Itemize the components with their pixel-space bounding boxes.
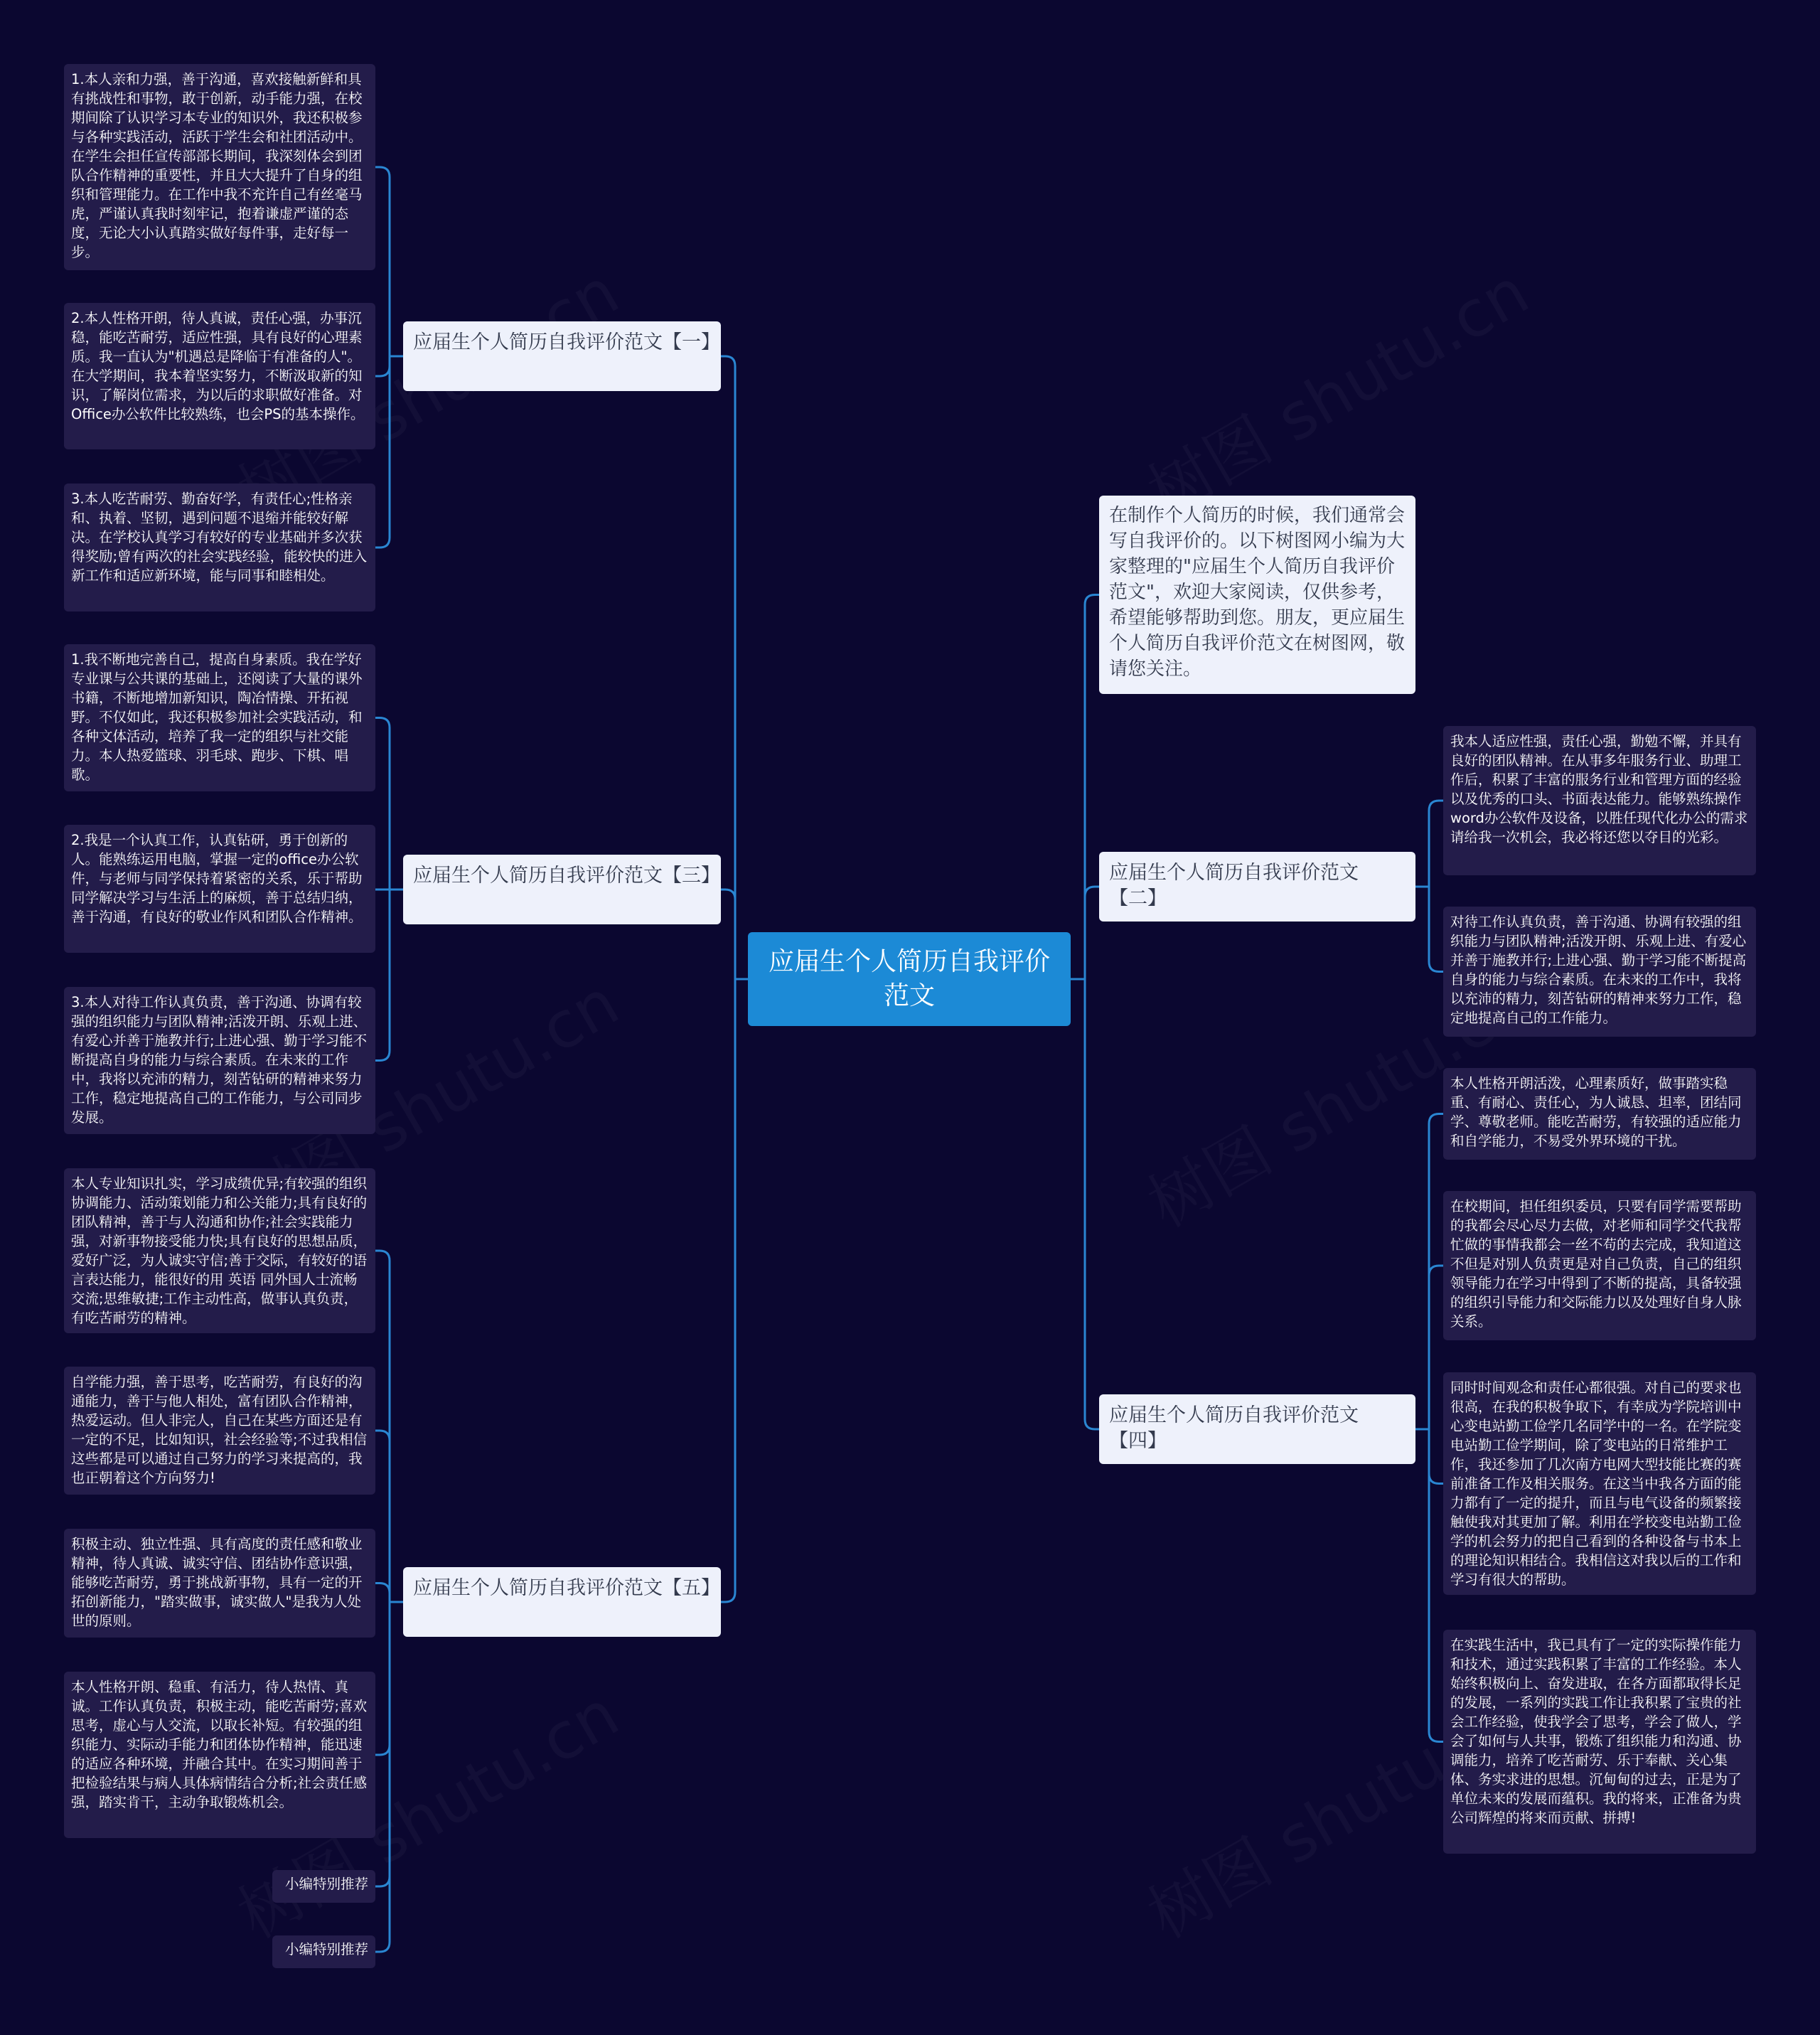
branch-1-label: 应届生个人简历自我评价范文【一】	[413, 331, 720, 353]
leaf-5-4[interactable]: 本人性格开朗、稳重、有活力，待人热情、真诚。工作认真负责，积极主动，能吃苦耐劳;喜欢思考，虚心与人交流，以取长补短。有较强的组织能力、实际动手能力和团体协作精神，能迅速的适应各种环境，并融合其中。在实习期间善于把检验结果与病人具体病情结合分析;社会责任感强，踏实肯干，主动争取锻炼机会。	[64, 1672, 375, 1838]
branch-3[interactable]	[403, 855, 721, 924]
branch-5-label: 应届生个人简历自我评价范文【五】	[413, 1577, 720, 1599]
leaf-5-6[interactable]: 小编特别推荐	[272, 1935, 375, 1968]
branch-4[interactable]	[1099, 1394, 1415, 1464]
branch-1-link-1	[375, 356, 390, 376]
branch-3-link-2	[375, 890, 390, 1061]
leaf-3-1[interactable]: 1.我不断地完善自己，提高自身素质。我在学好专业课与公共课的基础上，还阅读了大量的课外书籍，不断地增加新知识，陶冶情操、开拓视野。不仅如此，我还积极参加社会实践活动，和各种文体活动，培养了我一定的组织与社交能力。本人热爱篮球、羽毛球、跑步、下棋、唱歌。	[64, 644, 375, 791]
branch-1[interactable]	[403, 321, 721, 391]
root-right-link-1	[1085, 887, 1099, 979]
leaf-5-2[interactable]: 自学能力强，善于思考，吃苦耐劳，有良好的沟通能力，善于与他人相处，富有团队合作精神，热爱运动。但人非完人，自己在某些方面还是有一定的不足，比如知识，社会经验等;不过我相信这些都是可以通过自己努力的学习来提高的，我也正朝着这个方向努力!	[64, 1367, 375, 1495]
leaf-4-2[interactable]: 在校期间，担任组织委员，只要有同学需要帮助的我都会尽心尽力去做，对老师和同学交代我帮忙做的事情我都会一丝不苟的去完成，我知道这不但是对别人负责更是对自己负责，自己的组织领导能力在学习中得到了不断的提高，具备较强的组织引导能力和交际能力以及处理好自身人脉关系。	[1443, 1191, 1756, 1340]
intro-node[interactable]: 在制作个人简历的时候，我们通常会写自我评价的。以下树图网小编为大家整理的"应届生个人简历自我评价范文"，欢迎大家阅读，仅供参考，希望能够帮助到您。朋友，更应届生个人简历自我评价范文在树图网，敬请您关注。	[1099, 496, 1415, 694]
leaf-2-1[interactable]: 我本人适应性强，责任心强，勤勉不懈，并具有良好的团队精神。在从事多年服务行业、助理工作后，积累了丰富的服务行业和管理方面的经验以及优秀的口头、书面表达能力。能够熟练操作word办公软件及设备，以胜任现代化办公的需求请给我一次机会，我必将还您以夺目的光彩。	[1443, 726, 1756, 875]
branch-3-link-0	[375, 718, 390, 890]
branch-5-link-2	[375, 1583, 390, 1603]
branch-2-link-1	[1429, 887, 1443, 972]
branch-2[interactable]	[1099, 852, 1415, 922]
leaf-1-2[interactable]: 2.本人性格开朗，待人真诚，责任心强，办事沉稳，能吃苦耐劳，适应性强，具有良好的心理素质。我一直认为"机遇总是降临于有准备的人"。在大学期间，我本着坚实努力，不断汲取新的知识，了解岗位需求，为以后的求职做好准备。对Office办公软件比较熟练，也会PS的基本操作。	[64, 303, 375, 449]
branch-4-label: 应届生个人简历自我评价范文【四】	[1109, 1404, 1359, 1452]
root-left-link-2	[721, 979, 735, 1602]
leaf-4-1[interactable]: 本人性格开朗活泼，心理素质好，做事踏实稳重、有耐心、责任心，为人诚恳、坦率，团结同学、尊敬老师。能吃苦耐劳，有较强的适应能力和自学能力，不易受外界环境的干扰。	[1443, 1068, 1756, 1160]
root-topic-label: 应届生个人简历自我评价范文	[768, 947, 1050, 1010]
root-left-link-0	[721, 356, 735, 979]
leaf-3-3[interactable]: 3.本人对待工作认真负责，善于沟通、协调有较强的组织能力与团队精神;活泼开朗、乐观上进、有爱心并善于施教并行;上进心强、勤于学习能不断提高自身的能力与综合素质。在未来的工作中，我将以充沛的精力，刻苦钻研的精神来努力工作，稳定地提高自己的工作能力，与公司同步发展。	[64, 987, 375, 1134]
branch-2-label: 应届生个人简历自我评价范文【二】	[1109, 862, 1359, 909]
branch-5-link-0	[375, 1251, 390, 1602]
leaf-5-1[interactable]: 本人专业知识扎实，学习成绩优异;有较强的组织协调能力、活动策划能力和公关能力;具有良好的团队精神，善于与人沟通和协作;社会实践能力强，对新事物接受能力快;具有良好的思想品质，爱好广泛，为人诚实守信;善于交际，有较好的语言表达能力，能很好的用 英语 同外国人士流畅交流;思维敏捷;工作主动性高，做事认真负责，有吃苦耐劳的精神。	[64, 1168, 375, 1333]
branch-4-link-0	[1429, 1114, 1443, 1430]
branch-3-label: 应届生个人简历自我评价范文【三】	[413, 865, 720, 887]
leaf-2-2[interactable]: 对待工作认真负责，善于沟通、协调有较强的组织能力与团队精神;活泼开朗、乐观上进、有爱心并善于施教并行;上进心强、勤于学习能不断提高自身的能力与综合素质。在未来的工作中，我将以充沛的精力，刻苦钻研的精神来努力工作，稳定地提高自己的工作能力。	[1443, 907, 1756, 1037]
leaf-5-5[interactable]: 小编特别推荐	[272, 1870, 375, 1903]
root-right-link-0	[1085, 595, 1099, 980]
branch-4-link-2	[1429, 1429, 1443, 1484]
branch-5-link-3	[375, 1602, 390, 1755]
leaf-5-3[interactable]: 积极主动、独立性强、具有高度的责任感和敬业精神，待人真诚、诚实守信、团结协作意识强，能够吃苦耐劳，勇于挑战新事物，具有一定的开拓创新能力，"踏实做事，诚实做人"是我为人处世的原则。	[64, 1529, 375, 1638]
branch-1-link-2	[375, 356, 390, 548]
root-right-link-2	[1085, 979, 1099, 1429]
branch-5[interactable]	[403, 1567, 721, 1637]
branch-5-link-5	[375, 1602, 390, 1952]
leaf-4-4[interactable]: 在实践生活中，我已具有了一定的实际操作能力和技术，通过实践积累了丰富的工作经验。本人始终积极向上、奋发进取，在各方面都取得长足的发展，一系列的实践工作让我积累了宝贵的社会工作经验，使我学会了思考，学会了做人，学会了如何与人共事，锻炼了组织能力和沟通、协调能力，培养了吃苦耐劳、乐于奉献、关心集体、务实求进的思想。沉甸甸的过去，正是为了单位未来的发展而蕴积。我的将来，正准备为贵公司辉煌的将来而贡献、拼搏!	[1443, 1630, 1756, 1854]
root-topic[interactable]	[748, 932, 1071, 1026]
branch-5-link-4	[375, 1602, 390, 1886]
leaf-4-3[interactable]: 同时时间观念和责任心都很强。对自己的要求也很高，在我的积极争取下，有幸成为学院培训中心变电站勤工俭学几名同学中的一名。在学院变电站勤工俭学期间，除了变电站的日常维护工作，我还参加了几次南方电网大型技能比赛的赛前准备工作及相关服务。在这当中我各方面的能力都有了一定的提升，而且与电气设备的频繁接触使我对其更加了解。利用在学校变电站勤工俭学的机会努力的把自己看到的各种设备与书本上的理论知识相结合。我相信这对我以后的工作和学习有很大的帮助。	[1443, 1372, 1756, 1595]
branch-2-link-0	[1429, 801, 1443, 887]
leaf-1-1[interactable]: 1.本人亲和力强，善于沟通，喜欢接触新鲜和具有挑战性和事物，敢于创新，动手能力强，在校期间除了认识学习本专业的知识外，我还积极参与各种实践活动，活跃于学生会和社团活动中。在学生会担任宣传部部长期间，我深刻体会到团队合作精神的重要性，并且大大提升了自身的组织和管理能力。在工作中我不充许自己有丝毫马虎，严谨认真我时刻牢记，抱着谦虚严谨的态度，无论大小认真踏实做好每件事，走好每一步。	[64, 64, 375, 270]
branch-5-link-1	[375, 1431, 390, 1602]
branch-4-link-1	[1429, 1266, 1443, 1429]
leaf-1-3[interactable]: 3.本人吃苦耐劳、勤奋好学，有责任心;性格亲和、执着、坚韧，遇到问题不退缩并能较好解决。在学校认真学习有较好的专业基础并多次获得奖励;曾有两次的社会实践经验，能较快的进入新工作和适应新环境，能与同事和睦相处。	[64, 484, 375, 611]
leaf-3-2[interactable]: 2.我是一个认真工作，认真钻研，勇于创新的人。能熟练运用电脑，掌握一定的office办公软件，与老师与同学保持着紧密的关系，乐于帮助同学解决学习与生活上的麻烦，善于总结归纳，善于沟通，有良好的敬业作风和团队合作精神。	[64, 825, 375, 953]
branch-1-link-0	[375, 167, 390, 356]
branch-4-link-3	[1429, 1429, 1443, 1742]
root-left-link-1	[721, 890, 735, 979]
